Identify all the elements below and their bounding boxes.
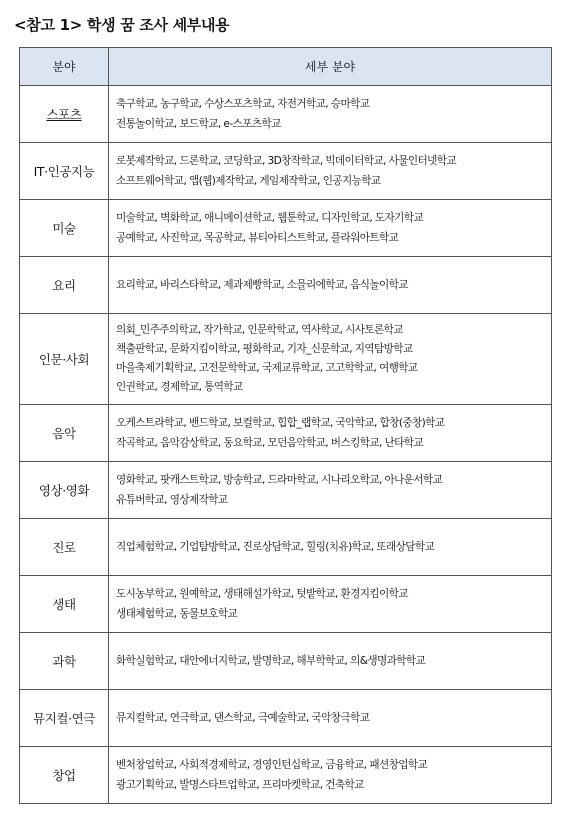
- table-row: [20, 257, 552, 314]
- category-label: 미술: [52, 221, 76, 236]
- details-line: 소프트웨어학교, 앱(웹)제작학교, 게임제작학교, 인공지능학교: [116, 175, 381, 187]
- details-line: 전통놀이학교, 보드학교, e-스포츠학교: [116, 118, 281, 130]
- details-line: 공예학교, 사진학교, 목공학교, 뷰티아티스트학교, 플라워아트학교: [116, 232, 399, 244]
- details-line: 생태체험학교, 동물보호학교: [116, 608, 238, 620]
- dream-survey-table: [19, 47, 552, 804]
- page-title: <참고 1> 학생 꿈 조사 세부내용: [14, 16, 230, 34]
- details-line: 의회_민주주의학교, 작가학교, 인문학학교, 역사학교, 시사토론학교: [116, 324, 403, 336]
- details-cell: [109, 200, 552, 257]
- category-cell: [20, 143, 109, 200]
- details-line: 영화학교, 팟캐스트학교, 방송학교, 드라마학교, 시나리오학교, 아나운서학교: [116, 474, 443, 486]
- table-row: [20, 405, 552, 462]
- table-row: [20, 519, 552, 576]
- details-cell: [109, 143, 552, 200]
- details-cell: [109, 86, 552, 143]
- column-header-category: 분야: [20, 48, 109, 86]
- table-row: [20, 576, 552, 633]
- details-line: 요리학교, 바리스타학교, 제과제빵학교, 소믈리에학교, 음식놀이학교: [116, 279, 408, 291]
- category-label: 생태: [52, 597, 76, 612]
- details-cell: [109, 462, 552, 519]
- category-cell: [20, 257, 109, 314]
- category-cell: [20, 314, 109, 405]
- table-row: [20, 690, 552, 747]
- category-label: 창업: [52, 768, 76, 783]
- details-line: 책출판학교, 문화지킴이학교, 평화학교, 기자_신문학교, 지역탐방학교: [116, 343, 413, 355]
- table-row: [20, 747, 552, 804]
- category-cell: [20, 405, 109, 462]
- details-line: 화학실험학교, 대안에너지학교, 발명학교, 해부학학교, 의&생명과학학교: [116, 655, 426, 667]
- category-cell: [20, 576, 109, 633]
- details-line: 미술학교, 벽화학교, 애니메이션학교, 웹툰학교, 디자인학교, 도자기학교: [116, 212, 424, 224]
- details-line: 오케스트라학교, 밴드학교, 보컬학교, 힙합_랩학교, 국악학교, 합창(중창)학교: [116, 417, 445, 429]
- details-line: 광고기획학교, 발명스타트업학교, 프리마켓학교, 건축학교: [116, 779, 364, 791]
- details-line: 벤처창업학교, 사회적경제학교, 경영인턴십학교, 금융학교, 패션창업학교: [116, 759, 428, 771]
- column-header-details: 세부 분야: [109, 48, 552, 86]
- details-line: 직업체험학교, 기업탐방학교, 진로상담학교, 힐링(치유)학교, 또래상담학교: [116, 541, 435, 553]
- details-line: 도시농부학교, 원예학교, 생태해설가학교, 텃밭학교, 환경지킴이학교: [116, 588, 408, 600]
- category-cell: [20, 633, 109, 690]
- category-cell: [20, 747, 109, 804]
- table-row: [20, 200, 552, 257]
- category-cell: [20, 462, 109, 519]
- category-cell: [20, 690, 109, 747]
- category-label: 과학: [52, 654, 76, 669]
- category-label: 스포츠: [46, 107, 82, 122]
- details-line: 축구학교, 농구학교, 수상스포츠학교, 자전거학교, 승마학교: [116, 98, 370, 110]
- details-cell: [109, 519, 552, 576]
- table-row: [20, 462, 552, 519]
- details-cell: [109, 747, 552, 804]
- details-line: 마을축제기획학교, 고전문학학교, 국제교류학교, 고고학학교, 여행학교: [116, 362, 418, 374]
- details-line: 유튜버학교, 영상제작학교: [116, 494, 228, 506]
- table-row: [20, 633, 552, 690]
- table-row: [20, 314, 552, 405]
- table-header-row: [20, 48, 552, 86]
- details-cell: [109, 576, 552, 633]
- details-line: 로봇제작학교, 드론학교, 코딩학교, 3D창작학교, 빅데이터학교, 사물인터넷학교: [116, 155, 457, 167]
- details-cell: [109, 257, 552, 314]
- details-line: 인권학교, 경제학교, 통역학교: [116, 381, 243, 393]
- category-label: 영상·영화: [38, 483, 90, 498]
- details-cell: [109, 633, 552, 690]
- category-label: 진로: [52, 540, 76, 555]
- category-label: 인문·사회: [38, 352, 90, 367]
- category-label: 음악: [52, 426, 76, 441]
- table-row: [20, 86, 552, 143]
- category-label: 요리: [52, 278, 76, 293]
- category-label: 뮤지컬·연극: [33, 711, 95, 726]
- details-cell: [109, 405, 552, 462]
- details-line: 뮤지컬학교, 연극학교, 댄스학교, 극예술학교, 국악창극학교: [116, 712, 370, 724]
- details-cell: [109, 314, 552, 405]
- category-cell: [20, 519, 109, 576]
- category-cell: [20, 200, 109, 257]
- category-cell: [20, 86, 109, 143]
- details-cell: [109, 690, 552, 747]
- category-label: IT·인공지능: [33, 164, 95, 179]
- details-line: 작곡학교, 음악감상학교, 동요학교, 모던음악학교, 버스킹학교, 난타학교: [116, 437, 424, 449]
- table-row: [20, 143, 552, 200]
